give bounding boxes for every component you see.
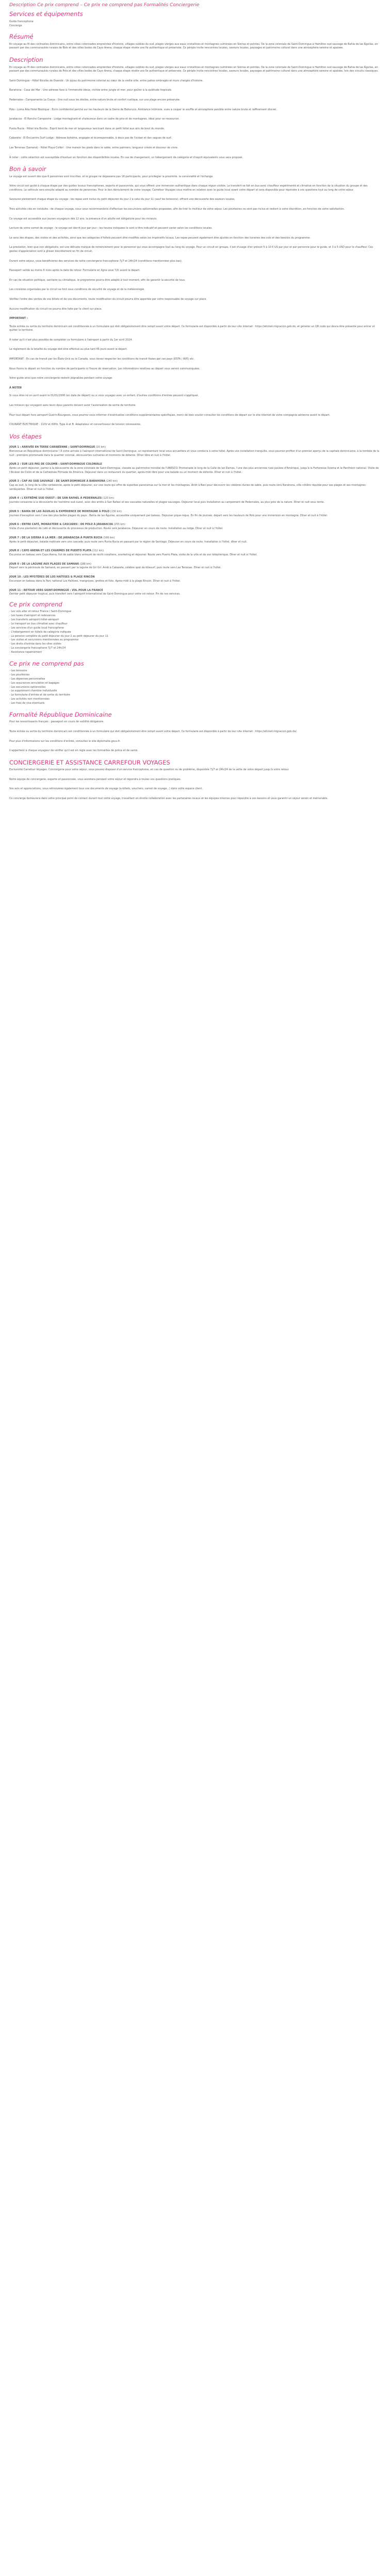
formalite-paragraph: Pour plus d'informations sur les conditions d'entrée, consultez le site diplomatie.gouv.fr. — [9, 739, 121, 743]
description-paragraph: Saint-Domingue - Hôtel Nicolás de Ovando : Un joyau du patrimoine colonial au cœur de la vieille ville, entre patios ombragés et murs chargés d'histoire. — [9, 79, 203, 82]
footer-spacer — [9, 807, 382, 810]
day-label: JOUR 8 : CAYO ARENA ET LES CHARMES DE PUERTO PLATA — [9, 549, 92, 553]
prix-ne-comprend-item: - Les pourboires — [9, 673, 30, 677]
day-label: JOUR 3 : CAP AU SUD SAUVAGE : DE SAINT-DOMINGUE À BARAHONA — [9, 480, 106, 483]
prix-ne-comprend-list — [9, 669, 382, 706]
services-item: Concierge — [9, 24, 22, 27]
description-paragraph: Cabarete - El Encuentro Surf Lodge : Adresse bohème, engagée et écoresponsable, à deux pas de l'océan et des vagues de surf. — [9, 137, 172, 140]
day-text: Excursion en bateau vers Cayo Arena, îlot de sable blanc entouré de récifs coralliens, snorkeling et déjeuner. Route vers Puerto Plata, visite de la ville et de son téléphérique. Dîner et nuit à l'hôtel. — [9, 553, 257, 557]
day-block — [9, 575, 382, 583]
summary-title: Résumé — [9, 33, 34, 41]
day-block — [9, 563, 382, 570]
description-body — [9, 66, 382, 160]
description-paragraph: Polo - Loma Alta Hotel Boutique : Écrin confidentiel perché sur les hauteurs de la Sierra de Bahoruco. Ambiance intimiste, vues à couper le souffle et atmosphère paisible entre nature brute et raffinement discret. — [9, 108, 277, 111]
conciergerie-title: CONCIERGERIE ET ASSISTANCE CARREFOUR VOYAGES — [9, 758, 170, 766]
conciergerie-paragraph: Vos avis et appréciations, vous retrouverez également tous vos documents de voyage (e-billets, vouchers, carnet de voyage...) dans votre espace client. — [9, 787, 203, 791]
day-label: JOUR 4 : L'EXTRÊME SUD OUEST : DE SAN RAFAEL À PEDERNALES — [9, 497, 102, 500]
prix-comprend-item: - Les transferts aéroport-hôtel-aéroport — [9, 618, 59, 622]
prix-comprend-item: - L'hébergement en hôtels de catégorie indiquée — [9, 630, 71, 634]
day-block — [9, 480, 382, 492]
formalite-paragraph: Pour les ressortissants français : passeport en cours de validité obligatoire. — [9, 720, 104, 724]
description-paragraph: Pedernales - Campamento La Cueva : Une nuit sous les étoiles, entre nature brute et confort rustique, sur une plage encore préservée. — [9, 98, 181, 101]
day-duration: (240 km) — [106, 480, 118, 483]
important-body — [9, 325, 382, 381]
a-noter-body — [9, 394, 382, 417]
formalite-title: Formalité République Dominicaine — [9, 710, 112, 718]
day-label: JOUR 1 : ARRIVÉE EN TERRE CARIBÉENNE : SAINT-DOMINGUE — [9, 446, 95, 449]
conciergerie-paragraph: Notre équipe de conciergerie, experte et passionnée, vous assistera pendant votre séjour et répondra à toutes vos questions pratiques. — [9, 777, 182, 781]
etapes-list — [9, 446, 382, 597]
description-paragraph: Jarabacoa - El Rancho Campestre : Lodge montagnard et chaleureux dans un cadre de pins et de montagnes, idéal pour se ressourcer. — [9, 117, 180, 121]
important-paragraph: À noter qu'il n'est plus possible de compléter ce formulaire à l'aéroport à partir du 1er avril 2024. — [9, 338, 133, 342]
page — [5, 2, 386, 810]
bon-a-savoir-paragraph: Savourez pleinement chaque étape du voyage : les repas sont inclus du petit déjeuner du jour 2 à celui du jour 11 (sauf les boissons), offrant une découverte des saveurs locales. — [9, 198, 235, 201]
bon-a-savoir-paragraph: Vérifiez l'ordre des ventes de vos billets et de vos documents, toute modification du circuit pourra être apportée par votre responsable de voyage sur place. — [9, 297, 207, 301]
a-noter-title: À NOTER — [9, 386, 22, 389]
day-duration: (20 km) — [95, 446, 106, 449]
day-label: JOUR 7 : DE LA SIERRA À LA MER : DE JARABACOA À PUNTA RUCIA — [9, 536, 103, 539]
bon-a-savoir-paragraph: Votre circuit est guidé à chaque étape par des guides locaux francophones, experts et passionnés, qui vous offrent une immersion authentique dans chaque région visitée. Le transfert se fait en bus avec chauffeur expérimenté et climatisé en fonction de la situation du groupe et des conditions. Le véhicule sera ensuite adapté au nombre de personnes. Pour le bon déroulement de votre voyage, Carrefour Voyages vous mettra en relation avec le guide local avant votre départ et sera disponible pour répondre à vos questions tout au long de votre séjour. — [9, 184, 368, 192]
description-title: Description — [9, 56, 43, 64]
important-paragraph: Toute entrée ou sortie du territoire dominicain est conditionnée à un formulaire qui doit obligatoirement être rempli avant votre départ. Ce formulaire est disponible à partir de leur site internet : https://eticket.migracion.gob.do, et générer un QR code qui devra être présenté pour entrer et quitter le territoire. — [9, 325, 375, 332]
bon-a-savoir-paragraph: Aucune modification du circuit ne pourra être faite par le client sur place. — [9, 307, 102, 311]
day-block — [9, 523, 382, 531]
day-text: Journée consacrée à la découverte de l'extrême sud-ouest, avec des arrêts à San Rafael et ses cascades naturelles et plages sauvages. Déjeuner local puis installation au campement de Pedernales, au plus près de la nature. Dîner et nuit sous tente. — [9, 501, 325, 504]
prix-comprend-title: Ce prix comprend — [9, 600, 62, 608]
day-block — [9, 510, 382, 518]
important-title: IMPORTANT : — [9, 317, 28, 320]
page-title: Description Ce prix comprend – Ce prix ne comprend pas Formalités Conciergerie — [9, 3, 200, 8]
important-paragraph: IMPORTANT : En cas de transit par les États-Unis ou le Canada, vous devez respecter les conditions de transit fixées par ces pays (ESTA / AVE) etc. — [9, 358, 194, 361]
important-paragraph: Le règlement de la totalité du voyage doit être effectué au plus tard 45 jours avant le départ. — [9, 348, 127, 351]
prix-ne-comprend-item: - Le formulaire d'entrée et de sortie du territoire — [9, 693, 70, 697]
conciergerie-paragraph: Exclusivité Carrefour Voyages. Conciergerie pour votre séjour, vous pouvez disposer d'un service francophone, en cas de question ou de problème, disponible 7j/7 et 24h/24 de la veille de votre départ jusqu'à votre retour. — [9, 768, 289, 772]
prix-ne-comprend-title: Ce prix ne comprend pas — [9, 659, 84, 667]
bon-a-savoir-paragraph: Trois activités clés en conduite : de chaque voyage, nous vous recommandons d'effectuer les excursions optionnelles proposées, afin de tirer le meilleur de votre séjour. Les pourboires ne sont pas inclus et restent à votre discrétion, en fonction de votre satisfaction. — [9, 207, 345, 211]
bon-a-savoir-paragraph: La prestation, bien que non obligatoire, est une délicate marque de remerciement pour le personnel qui vous accompagne tout au long du voyage. Pour un circuit en groupe, il est d'usage d'en prévoir 5 à 10 € US par jour et par personne pour le guide, et 3 à 5 USD pour le chauffeur. Ces gestes d'appréciation sont à glisser discrètement en fin de circuit. — [9, 246, 373, 253]
services-list — [9, 20, 382, 28]
prix-ne-comprend-item: - Les activités non mentionnées — [9, 698, 50, 701]
day-label: JOUR 6 : ENTRE CAFÉ, MONASTÈRE & CASCADES : DE POLO À JARABACOA — [9, 523, 113, 527]
day-label: JOUR 11 : RETOUR VERS SAINT-DOMINGUE : VOL POUR LA FRANCE — [9, 588, 103, 592]
services-title: Services et équipements — [9, 10, 83, 18]
important-paragraph: Votre guide ainsi que notre conciergerie restent joignables pendant votre voyage. — [9, 377, 113, 380]
prix-comprend-list — [9, 610, 382, 654]
prix-comprend-item: - Le transport en bus climatisé avec chauffeur — [9, 622, 68, 625]
day-block — [9, 463, 382, 474]
conciergerie-body — [9, 768, 382, 801]
prix-ne-comprend-item: - Les excursions optionnelles — [9, 685, 46, 689]
description-paragraph: Barahona - Casa del Mar : Une adresse face à l'immensité bleue, nichée entre jungle et mer, pour goûter à la quiétude tropicale. — [9, 89, 172, 92]
a-noter-paragraph: Si vous êtes né en avril avant le 01/01/2006 (en date de départ) ou si vous voyagez avec un enfant, d'autres conditions d'entrée peuvent s'appliquer. — [9, 394, 199, 398]
day-text: Excursion en bateau dans le Parc national Los Haïtises, mangroves, grottes et îlots. Après-midi à la plage Rincón. Dîner et nuit à l'hôtel. — [9, 579, 181, 583]
formalite-paragraph: Toute entrée ou sortie du territoire dominicain est conditionnée à un formulaire qui doit obligatoirement être rempli avant votre départ. Ce formulaire est disponible à partir de leur site internet : https://eticket.migracion.gob.do/. — [9, 730, 298, 733]
a-noter-paragraph: Pour tout départ hors aéroport Guérin-Bourgeois, vous pourrez vous informer d'éventuelles conditions supplémentaires spécifiques, merci de bien vouloir consulter les conditions de départ sur le site internet de votre compagnie aérienne avant le départ. — [9, 413, 331, 417]
formalite-paragraph: Il appartient à chaque voyageur de vérifier qu'il est en règle avec les formalités de police et de santé. — [9, 749, 138, 753]
day-text: Cap au sud, le long de la côte caribéenne, après le petit déjeuner, sur une route qui offre de superbes panoramas sur la mer et les montagnes. Arrêt à Baní pour découvrir les célèbres dunes de sable, puis route vers Barahona, ville côtière réputée pour ses plages et ses montagnes verdoyantes. Dîner et nuit à l'hôtel. — [9, 484, 366, 491]
day-duration: (130 km) — [110, 510, 122, 513]
day-block — [9, 497, 382, 504]
formalite-body — [9, 720, 382, 753]
day-text: Départ vers la péninsule de Samaná, en passant par la lagune de Gri Gri. Arrêt à Cabarete, célèbre spot de kitesurf, puis route vers Las Terrenas. Dîner et nuit à l'hôtel. — [9, 566, 222, 570]
bon-a-savoir-body — [9, 175, 382, 312]
important-paragraph: Nous fixons le départ en fonction du nombre de participants à l'heure de réservation. Les informations relatives au départ vous seront communiquées. — [9, 367, 200, 370]
prix-comprend-item: - Assistance rapatriement — [9, 650, 42, 654]
description-paragraph: En voyage au fil des contrastes dominicains, entre côtes colonnades empreintes d'histoire, villages oubliés du sud, plages vierges aux eaux cristallines et montagnes culminées en Sierras et pointes. De la zone coloniale de Saint-Domingue à Hamilton sud sauvage de Bahía de las Águilas, en passant par des communautés rurales de Polo et des villes bodes de Cayo Arena, chaque étape révèle une île authentique et préservée. Ce périple invite rencontres locales, saveurs locales, paysages et patrimoine culturel dans une atmosphère sereine et apaisée, loin des circuits classiques. — [9, 65, 379, 73]
etapes-title: Vos étapes — [9, 432, 42, 440]
bon-a-savoir-paragraph: Lecture de votre carnet de voyage : le voyage est décrit jour par jour ; les heures indiquées le sont à titre indicatif et peuvent varier selon les conditions locales. — [9, 227, 213, 230]
day-duration: (255 km) — [113, 523, 125, 527]
day-block — [9, 446, 382, 457]
day-text: Visite d'une plantation de café et découverte du processus de production. Route vers Jarabacoa. Déjeuner en cours de route. Installation au lodge. Dîner et nuit à l'hôtel. — [9, 527, 223, 531]
day-block — [9, 549, 382, 557]
day-text: Journée d'exception vers l'une des plus belles plages du pays : Bahía de las Águilas, accessible uniquement par bateau. Déjeuner pique-nique. En fin de journée, départ vers les hauteurs de Polo pour une immersion en montagne. Dîner et nuit à l'hôtel. — [9, 514, 328, 517]
day-label: JOUR 10 : LES MYSTÈRES DE LOS HAÏTISES & PLAGE RINCÓN — [9, 575, 95, 579]
bon-a-savoir-paragraph: Ce voyage est accessible aux jeunes voyageurs dès 12 ans, la présence d'un adulte est obligatoire pour les mineurs. — [9, 217, 157, 221]
description-paragraph: Las Terrenas (Samaná) - Hôtel Playa Colibrí : Une maison les pieds dans le sable, entre palmiers, langueur créole et douceur de vivre. — [9, 146, 178, 149]
prix-comprend-item: - La conciergerie francophone 7j/7 et 24h/24 — [9, 647, 66, 650]
prix-comprend-item: - Les droits d'entrée dans les sites visités — [9, 642, 61, 646]
prix-ne-comprend-item: - Le supplément chambre individuelle — [9, 689, 57, 693]
services-item: Guide francophone — [9, 20, 34, 23]
prix-comprend-item: - Les services d'un guide local francophone — [9, 626, 64, 630]
day-text: Dernier petit déjeuner tropical, puis transfert vers l'aéroport international de Saint-Domingue pour votre vol retour. Fin de nos services. — [9, 592, 181, 596]
prix-ne-comprend-item: - Les assurances annulation et bagages — [9, 681, 60, 685]
prix-comprend-item: - La pension complète du petit déjeuner du jour 2 au petit déjeuner du jour 11 — [9, 634, 108, 638]
day-text: Bienvenue en République dominicaine ! À votre arrivée à l'aéroport international de Saint-Domingue, un représentant local vous accueillera et vous conduira à votre hôtel. Après une installation tranquille, vous pourrez profiter d'un premier aperçu de la capitale dominicaine, à la tombée de la nuit : première promenade dans le quartier colonial, découvertes culinaires et moments de détente. Dîner libre et nuit à l'hôtel. — [9, 450, 380, 457]
conciergerie-paragraph: Ce concierge demeurera dans votre principal point de contact durant tout votre voyage, travaillant en étroite collaboration avec les partenaires locaux et les équipes internes pour répondre à vos besoins et vous garantir un séjour serein et mémorable. — [9, 797, 329, 801]
day-duration: (120 km) — [102, 497, 114, 500]
bon-a-savoir-paragraph: Le voyage est ouvert dès que 6 personnes sont inscrites, et le groupe ne dépassera pas 16 participants, pour privilégier la proximité, la convivialité et l'échange. — [9, 175, 214, 178]
prix-ne-comprend-item: - Les boissons — [9, 669, 27, 673]
day-text: Après le petit déjeuner, balade matinale vers une cascade, puis route vers Punta Rucia en passant par la région de Santiago. Déjeuner en cours de route. Installation à l'hôtel, dîner et nuit. — [9, 540, 248, 544]
prix-comprend-item: - Les visites et excursions mentionnées au programme — [9, 638, 79, 642]
day-text: Après un petit déjeuner, partez à la découverte de la zone coloniale de Saint-Domingue, classée au patrimoine mondial de l'UNESCO. Promenade le long de la Calle de las Damas, l'une des plus anciennes rues pavées d'Amérique, jusqu'à la Forteresse Ozama et le Panthéon national. Visite de l'Alcázar de Colón et de la Cathédrale Primada de América. Déjeuner dans un restaurant du quartier, après-midi libre pour une balade ou un moment de détente. Dîner et nuit à l'hôtel. — [9, 467, 379, 474]
day-label: JOUR 9 : DE LA LAGUNE AUX PLAGES DE SAMANÁ — [9, 562, 79, 566]
description-paragraph: À noter : cette sélection est susceptible d'évoluer en fonction des disponibilités locales. En cas de changement, un hébergement de catégorie et d'esprit équivalents vous sera proposé. — [9, 156, 243, 159]
prix-comprend-item: - Les vols aller et retour France / Saint-Domingue — [9, 610, 72, 614]
bon-a-savoir-paragraph: En cas de situation politique, sanitaire ou climatique, le programme pourra être adapté à tout moment, afin de garantir la sécurité de tous. — [9, 278, 186, 282]
description-paragraph: Punta Rucia - Hôtel Isla Bonita : Esprit bord de mer et langoureux lancinant dans un petit hôtel aux airs de bout du monde. — [9, 127, 165, 130]
prix-comprend-item: - Les taxes d'aéroport et redevances — [9, 614, 56, 618]
day-label: JOUR 5 : BAHÍA DE LAS ÁGUILAS & EXPÉRIENCE DE MONTAGNE À POLO — [9, 510, 110, 513]
day-duration: (188 km) — [79, 562, 91, 566]
prix-ne-comprend-item: - Les dépenses personnelles — [9, 677, 45, 681]
bon-a-savoir-paragraph: Passeport valide au moins 6 mois après la date de retour. Formulaire en ligne sous 72h avant le départ. — [9, 269, 140, 273]
a-noter-paragraph: Les mineurs qui voyagent sans leurs deux parents doivent avoir l'autorisation de sortie de territoire. — [9, 404, 136, 408]
summary-text: En voyage au fil des contrastes dominicains, entre côtes colonnades empreintes d'histoire, villages oubliés du sud, plages vierges aux eaux cristallines et montagnes culminées en Sierras et pointes. De la zone coloniale de Saint-Domingue à Hamilton sud sauvage de Bahia de las Águilas, en passant par des communautés rurales de Bois et des villes bodes de Cayo Arena, chaque étape révèle une île authentique et préservée. Ce périple invite rencontres locales, saveurs locales, paysages et patrimoine culturel dans une atmosphère sereine et apaisée. — [9, 42, 378, 50]
day-block — [9, 536, 382, 544]
bon-a-savoir-paragraph: Les croisières organisées par le circuit se font sous conditions de sécurité de voyage et de la météorologie. — [9, 288, 145, 292]
bon-a-savoir-title: Bon à savoir — [9, 165, 46, 173]
day-label: JOUR 2 : SUR LES PAS DE COLOMB : SAINT-DOMINGUE COLONIALE — [9, 463, 102, 466]
day-block — [9, 589, 382, 597]
day-duration: (166 km) — [103, 536, 115, 539]
prix-ne-comprend-item: - Les frais de visa éventuels — [9, 702, 45, 705]
bon-a-savoir-paragraph: Le sens des étapes, des visites et des activités, ainsi que les catégories d'hôtels peuvent être modifiés selon les impératifs locaux. Les repas peuvent également être ajustés en fonction des horaires des vols et des besoins du programme. — [9, 236, 311, 240]
courant-electrique: COURANT ÉLECTRIQUE : 110V et 60Hz. Type A et B. Adaptateur et convertisseur de tension nécessaires. — [9, 423, 141, 427]
bon-a-savoir-paragraph: Durant votre séjour, vous bénéficierez des services de notre conciergerie francophone 7j/7 et 24h/24 (conditions mentionnées plus bas). — [9, 259, 183, 263]
day-duration: (112 km) — [92, 549, 104, 553]
